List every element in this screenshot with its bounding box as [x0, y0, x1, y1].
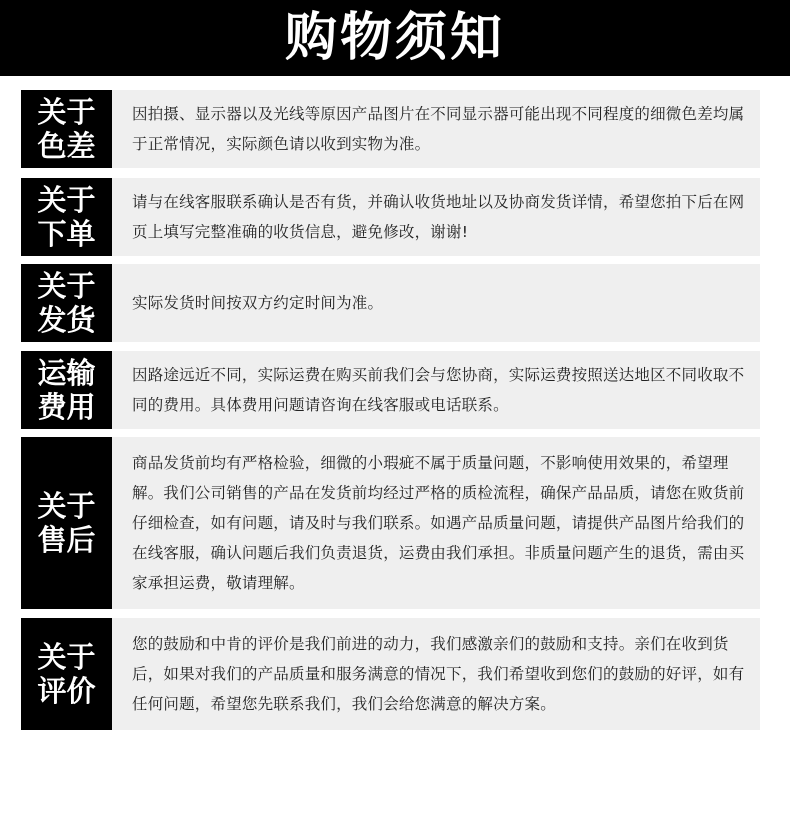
section-text: 因路途远近不同，实际运费在购买前我们会与您协商，实际运费按照送达地区不同收取不同的费用。具体费用问题请咨询在线客服或电话联系。: [132, 366, 745, 414]
section-label-line2: 售后: [37, 523, 96, 557]
section-label-line2: 评价: [37, 674, 96, 708]
section-reviews: [21, 618, 760, 730]
section-label-line2: 发货: [37, 303, 96, 337]
page-title: 购物须知: [284, 8, 505, 68]
page-header: [0, 0, 790, 76]
section-label-line1: 关于: [37, 183, 96, 217]
section-content: [112, 264, 760, 342]
section-label-line1: 关于: [37, 640, 96, 674]
section-label-line2: 费用: [37, 390, 96, 424]
section-label-line1: 关于: [37, 489, 96, 523]
section-label-line1: 运输: [37, 356, 96, 390]
section-content: [112, 351, 760, 429]
section-label: [21, 178, 112, 256]
section-label: [21, 437, 112, 609]
section-after-sales: [21, 437, 760, 609]
section-content: [112, 618, 760, 730]
section-freight-cost: [21, 351, 760, 429]
section-label-line2: 下单: [37, 217, 96, 251]
section-label: [21, 90, 112, 168]
section-label: [21, 351, 112, 429]
section-text: 因拍摄、显示器以及光线等原因产品图片在不同显示器可能出现不同程度的细微色差均属于正常情况，实际颜色请以收到实物为准。: [132, 105, 745, 153]
section-shipping: [21, 264, 760, 342]
section-label-line1: 关于: [37, 95, 96, 129]
section-ordering: [21, 178, 760, 256]
section-text: 您的鼓励和中肯的评价是我们前进的动力，我们感激亲们的鼓励和支持。亲们在收到货后，如果对我们的产品质量和服务满意的情况下，我们希望收到您们的鼓励的好评，如有任何问题，希望您先联系我们，我们会给您满意的解决方案。: [132, 635, 745, 713]
section-label-line2: 色差: [37, 129, 96, 163]
section-content: [112, 437, 760, 609]
section-text: 请与在线客服联系确认是否有货，并确认收货地址以及协商发货详情，希望您拍下后在网页上填写完整准确的收货信息，避免修改，谢谢!: [132, 193, 745, 241]
section-text: 实际发货时间按双方约定时间为准。: [132, 294, 384, 312]
section-content: [112, 178, 760, 256]
section-content: [112, 90, 760, 168]
section-label-line1: 关于: [37, 269, 96, 303]
section-color-difference: [21, 90, 760, 168]
section-label: [21, 264, 112, 342]
section-text: 商品发货前均有严格检验，细微的小瑕疵不属于质量问题，不影响使用效果的，希望理解。我们公司销售的产品在发货前均经过严格的质检流程，确保产品品质，请您在败货前仔细检查，如有问题，请及时与我们联系。如遇产品质量问题，请提供产品图片给我们的在线客服，确认问题后我们负责退货，运费由我们承担。非质量问题产生的退货，需由买家承担运费，敬请理解。: [132, 454, 745, 592]
section-label: [21, 618, 112, 730]
